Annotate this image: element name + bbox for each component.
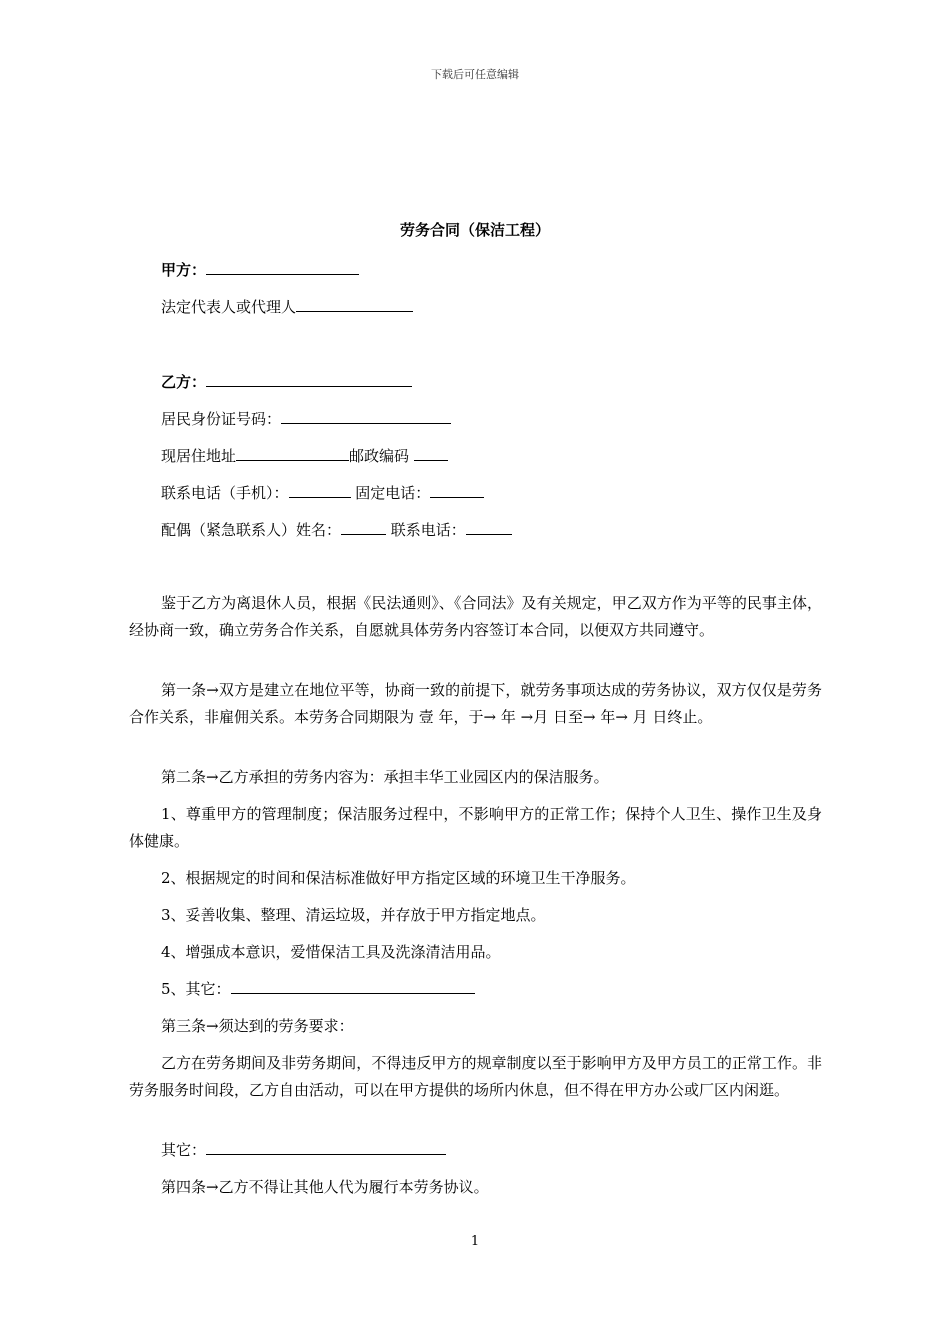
address-line: [161, 445, 448, 466]
other-label: 其它：: [161, 1141, 207, 1159]
item-3-paragraph: 3、妥善收集、整理、清运垃圾，并存放于甲方指定地点。: [161, 906, 546, 924]
document-title: 劳务合同（保洁工程）: [399, 221, 550, 239]
page-header-note: 下载后可任意编辑: [431, 68, 519, 81]
id-number-line: [161, 408, 451, 429]
spouse-line: [161, 519, 512, 540]
other-blank: [206, 1140, 446, 1155]
id-number-label: 居民身份证号码：: [161, 410, 282, 428]
party-a-line: [161, 259, 359, 280]
page-number: 1: [470, 1234, 480, 1249]
party-a-rep-blank: [296, 297, 413, 312]
postcode-label: 邮政编码: [349, 447, 410, 465]
other-paragraph: [129, 1137, 822, 1164]
mobile-label: 联系电话（手机）：: [161, 484, 289, 502]
party-b-line: [161, 371, 412, 392]
article-1-paragraph: 第一条→双方是建立在地位平等，协商一致的前提下，就劳务事项达成的劳务协议，双方仅仅是劳务合作关系，非雇佣关系。本劳务合同期限为 壹 年，于→ 年 →月 日至→ 年→ 月 日终止。: [129, 681, 822, 726]
id-number-blank: [281, 409, 451, 424]
article-4-paragraph: 第四条→乙方不得让其他人代为履行本劳务协议。: [161, 1178, 489, 1196]
party-a-label: 甲方：: [161, 261, 207, 279]
landline-label: 固定电话：: [355, 484, 431, 502]
item-5-paragraph: [129, 976, 822, 1003]
party-b-label: 乙方：: [161, 373, 207, 391]
spouse-name-label: 配偶（紧急联系人）姓名：: [161, 521, 342, 539]
party-b-blank: [206, 372, 412, 387]
item-5-blank: [231, 979, 475, 994]
item-5-label: 5、其它：: [161, 980, 231, 998]
address-label: 现居住地址: [161, 447, 237, 465]
spouse-phone-label: 联系电话：: [390, 521, 466, 539]
item-2-paragraph: 2、根据规定的时间和保洁标准做好甲方指定区域的环境卫生干净服务。: [161, 869, 636, 887]
item-4-paragraph: 4、增强成本意识，爱惜保洁工具及洗涤清洁用品。: [161, 943, 501, 961]
item-1-paragraph: 1、尊重甲方的管理制度；保洁服务过程中，不影响甲方的正常工作；保持个人卫生、操作卫生及身体健康。: [129, 805, 822, 850]
postcode-blank: [414, 446, 448, 461]
party-a-rep-label: 法定代表人或代理人: [161, 298, 297, 316]
landline-blank: [430, 483, 484, 498]
party-a-blank: [206, 260, 359, 275]
mobile-blank: [289, 483, 351, 498]
spouse-phone-blank: [466, 520, 512, 535]
address-blank: [236, 446, 349, 461]
party-a-rep-line: [161, 296, 413, 317]
article-3-detail-paragraph: 乙方在劳务期间及非劳务期间，不得违反甲方的规章制度以至于影响甲方及甲方员工的正常工作。非劳务服务时间段，乙方自由活动，可以在甲方提供的场所内休息，但不得在甲方办公或厂区内闲逛。: [129, 1054, 822, 1099]
preamble-paragraph: 鉴于乙方为离退休人员，根据《民法通则》、《合同法》及有关规定，甲乙双方作为平等的民事主体，经协商一致，确立劳务合作关系，自愿就具体劳务内容签订本合同，以便双方共同遵守。: [129, 594, 822, 639]
phone-line: [161, 482, 484, 503]
article-2-paragraph: 第二条→乙方承担的劳务内容为：承担丰华工业园区内的保洁服务。: [161, 768, 609, 786]
spouse-name-blank: [341, 520, 386, 535]
article-3-paragraph: 第三条→须达到的劳务要求：: [161, 1017, 354, 1035]
